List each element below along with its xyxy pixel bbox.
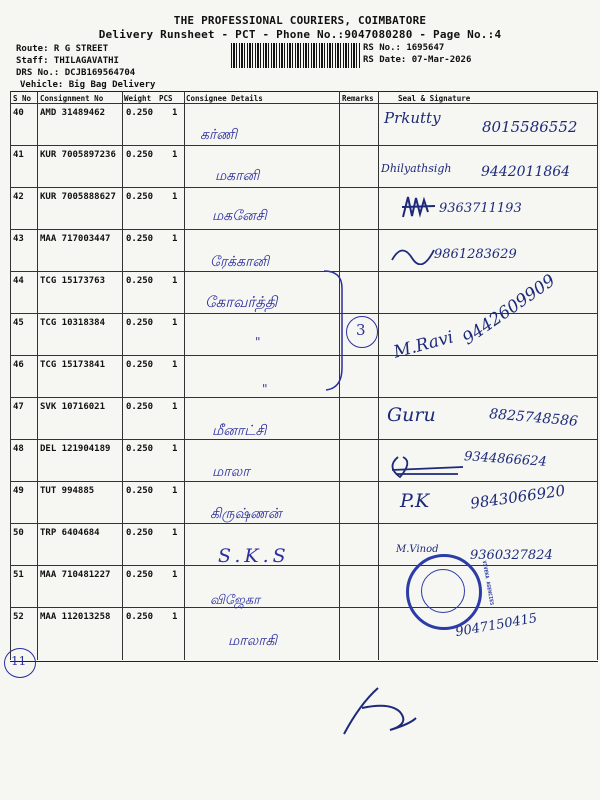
row-pcs: 1 <box>172 192 178 202</box>
row-phone: 8825748586 <box>488 406 579 430</box>
staff-label: Staff: THILAGAVATHI <box>16 56 119 66</box>
row-phone: 9360327824 <box>470 548 553 563</box>
row-sno: 47 <box>13 402 24 412</box>
row-consignee-handwriting: விஜேகா <box>210 593 260 608</box>
row-weight: 0.250 <box>126 486 154 496</box>
row-divider <box>10 271 598 272</box>
row-consignment: DEL 121904189 <box>40 444 111 454</box>
company-seal-inner-ring <box>421 569 465 613</box>
row-pcs: 1 <box>172 612 178 622</box>
col-header-consignee: Consignee Details <box>186 94 263 103</box>
row-consignee-handwriting: கிருஷ்ணன் <box>210 506 282 522</box>
row-consignment: TRP 6404684 <box>40 528 100 538</box>
row-phone: 9442609909 <box>459 270 560 350</box>
row-signature: P.K <box>400 490 430 512</box>
row-weight: 0.250 <box>126 570 154 580</box>
row-pcs: 1 <box>172 360 178 370</box>
signature-scribble <box>390 240 440 265</box>
row-pcs: 1 <box>172 570 178 580</box>
row-weight: 0.250 <box>126 444 154 454</box>
row-sno: 40 <box>13 108 24 118</box>
col-divider <box>597 91 598 660</box>
row-pcs: 1 <box>172 318 178 328</box>
col-divider <box>122 91 123 660</box>
row-pcs: 1 <box>172 486 178 496</box>
row-consignee-handwriting: மாலாகி <box>228 633 277 649</box>
row-weight: 0.250 <box>126 192 154 202</box>
row-phone: 9861283629 <box>434 247 517 262</box>
row-consignee-handwriting: மகனேசி <box>212 208 267 224</box>
row-consignee-handwriting: கர்ணி <box>200 127 238 143</box>
row-sno: 42 <box>13 192 24 202</box>
row-weight: 0.250 <box>126 528 154 538</box>
row-consignee-ditto: " <box>255 335 261 349</box>
row-pcs: 1 <box>172 276 178 286</box>
row-sno: 51 <box>13 570 24 580</box>
row-phone: 8015586552 <box>482 118 578 136</box>
row-pcs: 1 <box>172 108 178 118</box>
col-header-seal: Seal & Signature <box>398 94 471 103</box>
row-divider <box>10 187 598 188</box>
row-sno: 46 <box>13 360 24 370</box>
row-divider <box>10 439 598 440</box>
row-pcs: 1 <box>172 402 178 412</box>
col-divider <box>10 91 11 660</box>
row-divider <box>10 229 598 230</box>
row-weight: 0.250 <box>126 150 154 160</box>
row-consignee-handwriting: ரேக்கானி <box>210 254 270 270</box>
row-consignment: AMD 31489462 <box>40 108 106 118</box>
col-header-pcs: PCS <box>159 94 173 103</box>
barcode <box>231 43 360 68</box>
row-pcs: 1 <box>172 234 178 244</box>
col-header-weight: Weight <box>124 94 152 103</box>
rs-date: RS Date: 07-Mar-2026 <box>363 55 472 65</box>
company-seal-stamp <box>406 554 482 630</box>
row-sno: 44 <box>13 276 24 286</box>
row-signature: Prkutty <box>384 109 441 127</box>
row-sno: 48 <box>13 444 24 454</box>
row-signature: Dhilyathsigh <box>381 162 452 175</box>
row-sno: 49 <box>13 486 24 496</box>
staff-signature-scribble <box>340 684 420 744</box>
company-title: THE PROFESSIONAL COURIERS, COIMBATORE <box>173 14 427 27</box>
row-consignment: KUR 7005897236 <box>40 150 116 160</box>
row-pcs: 1 <box>172 150 178 160</box>
col-divider <box>37 91 38 660</box>
stamp-agency-name: VIVEKA AGENCIES <box>480 560 495 606</box>
row-consignment: TCG 15173841 <box>40 360 106 370</box>
row-sno: 43 <box>13 234 24 244</box>
drs-label: DRS No.: DCJB169564704 <box>16 68 136 78</box>
row-consignment: KUR 7005888627 <box>40 192 116 202</box>
col-divider <box>378 91 379 660</box>
row-consignment: SVK 10716021 <box>40 402 106 412</box>
row-divider <box>10 565 598 566</box>
row-weight: 0.250 <box>126 108 154 118</box>
row-consignment: MAA 112013258 <box>40 612 111 622</box>
row-consignee-handwriting: மாலா <box>212 464 250 480</box>
row-consignee-ditto: " <box>262 382 268 396</box>
row-signature: Guru <box>387 404 436 426</box>
row-sno: 52 <box>13 612 24 622</box>
col-header-remarks: Remarks <box>342 94 374 103</box>
vehicle-label: Vehicle: Big Bag Delivery <box>20 80 156 90</box>
row-divider <box>10 355 598 356</box>
col-header-sno: S No <box>13 94 32 103</box>
row-sno: 45 <box>13 318 24 328</box>
circled-total-number: 11 <box>11 654 27 668</box>
row-divider <box>10 103 598 104</box>
row-weight: 0.250 <box>126 612 154 622</box>
rs-number: RS No.: 1695647 <box>363 43 445 53</box>
route-label: Route: R G STREET <box>16 44 109 54</box>
runsheet-subtitle: Delivery Runsheet - PCT - Phone No.:9047080280 - Page No.:4 <box>98 28 502 41</box>
row-phone: 9047150415 <box>454 610 539 641</box>
row-phone: 9442011864 <box>481 164 571 180</box>
row-divider <box>10 397 598 398</box>
row-phone: 9344866624 <box>463 449 548 470</box>
signature-scribble <box>388 452 468 482</box>
row-signature: M.Ravi <box>391 327 456 363</box>
row-consignee-handwriting: S.K.S <box>218 545 290 567</box>
row-weight: 0.250 <box>126 360 154 370</box>
row-sno: 50 <box>13 528 24 538</box>
row-divider <box>10 523 598 524</box>
row-divider <box>10 145 598 146</box>
row-pcs: 1 <box>172 528 178 538</box>
row-consignee-handwriting: மகானி <box>215 168 260 184</box>
row-consignee-handwriting: மீனாட்சி <box>212 423 267 439</box>
row-divider <box>10 481 598 482</box>
row-phone: 9363711193 <box>439 201 522 216</box>
col-divider <box>184 91 185 660</box>
row-pcs: 1 <box>172 444 178 454</box>
row-weight: 0.250 <box>126 234 154 244</box>
row-consignment: TUT 994885 <box>40 486 95 496</box>
row-consignment: TCG 15173763 <box>40 276 106 286</box>
col-header-consignment: Consignment No <box>40 94 104 103</box>
row-divider <box>10 607 598 608</box>
circled-count-number: 3 <box>356 321 366 339</box>
row-weight: 0.250 <box>126 402 154 412</box>
row-consignment: MAA 717003447 <box>40 234 111 244</box>
row-weight: 0.250 <box>126 318 154 328</box>
row-consignment: TCG 10318384 <box>40 318 106 328</box>
row-consignment: MAA 710481227 <box>40 570 111 580</box>
signature-scribble <box>400 192 440 222</box>
row-consignee-handwriting: கோவர்த்தி <box>205 293 278 311</box>
row-signature: M.Vinod <box>396 544 439 555</box>
row-sno: 41 <box>13 150 24 160</box>
row-phone: 9843066920 <box>469 481 567 513</box>
row-weight: 0.250 <box>126 276 154 286</box>
